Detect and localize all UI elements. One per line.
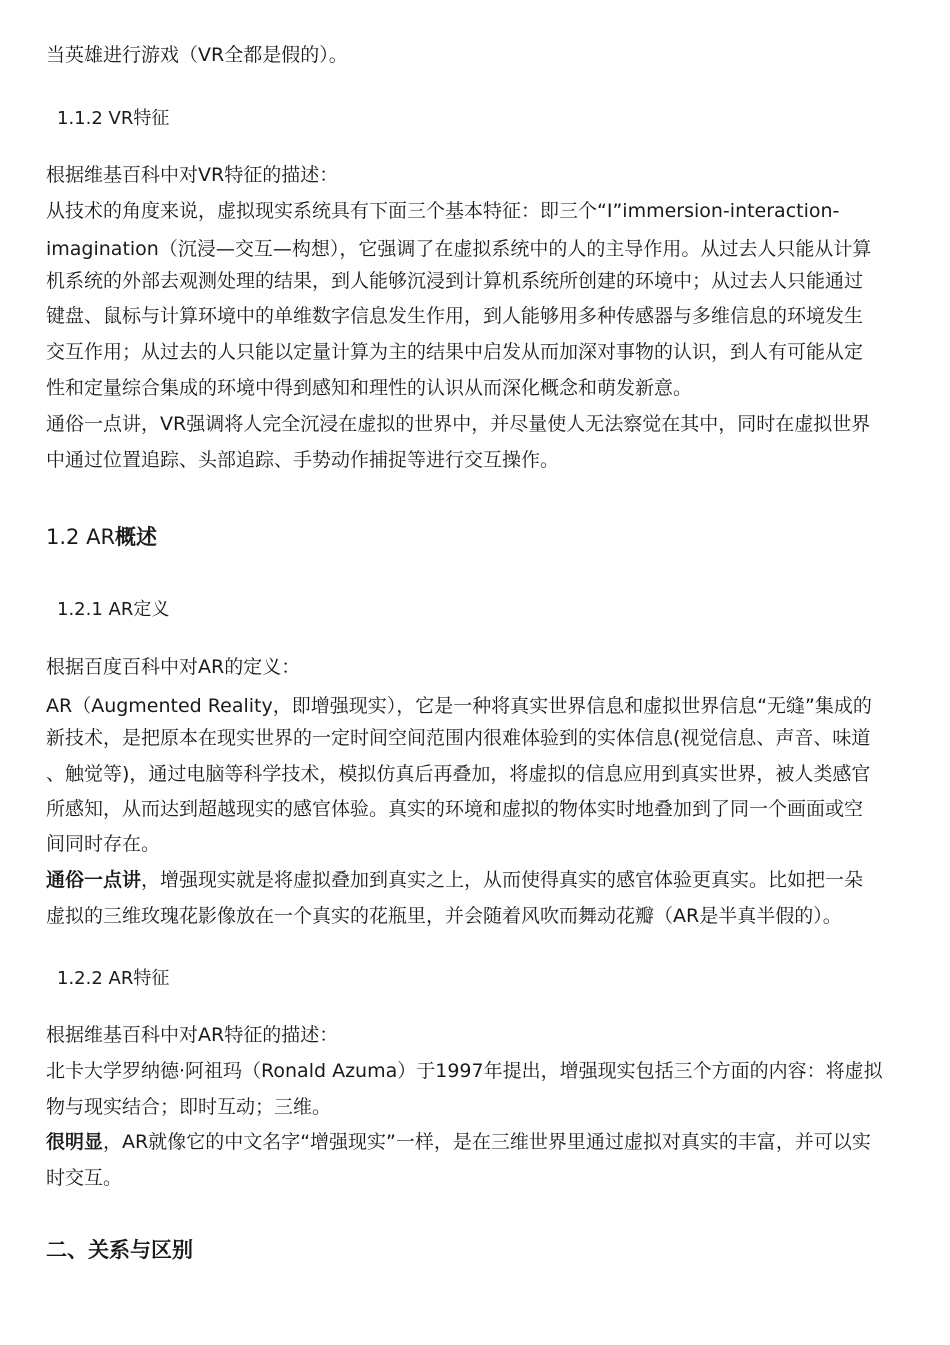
ar-definition-line-2: 新技术，是把原本在现实世界的一定时间空间范围内很难体验到的实体信息(视觉信息、声音、味道 <box>46 727 871 749</box>
vr-features-line-4: 键盘、鼠标与计算环境中的单维数字信息发生作用，到人能够用多种传感器与多维信息的环境发生 <box>46 305 864 327</box>
ar-features-line-1: 北卡大学罗纳德·阿祖玛（Ronald Azuma）于1997年提出，增强现实包括三个方面的内容：将虚拟 <box>46 1060 883 1082</box>
ar-features-line-2: 物与现实结合；即时互动；三维。 <box>46 1096 332 1118</box>
vr-plain-line-2: 中通过位置追踪、头部追踪、手势动作捕捉等进行交互操作。 <box>46 449 560 471</box>
vr-features-heading: 1.1.2 VR特征 <box>57 108 170 129</box>
vr-features-line-1: 从技术的角度来说，虚拟现实系统具有下面三个基本特征：即三个“I”immersion-interaction- <box>46 200 840 222</box>
ar-definition-line-4: 所感知，从而达到超越现实的感官体验。真实的环境和虚拟的物体实时地叠加到了同一个画面或空 <box>46 798 864 820</box>
section-2-heading: 二、关系与区别 <box>46 1238 193 1262</box>
vr-features-source: 根据维基百科中对VR特征的描述： <box>46 164 339 186</box>
ar-definition-source: 根据百度百科中对AR的定义： <box>46 656 301 678</box>
vr-features-line-6: 性和定量综合集成的环境中得到感知和理性的认识从而深化概念和萌发新意。 <box>46 377 693 399</box>
ar-plain-text: ，增强现实就是将虚拟叠加到真实之上，从而使得真实的感官体验更真实。比如把一朵 <box>141 869 864 891</box>
vr-features-line-5: 交互作用；从过去的人只能以定量计算为主的结果中启发从而加深对事物的认识，到人有可能从定 <box>46 341 864 363</box>
vr-features-line-3: 机系统的外部去观测处理的结果，到人能够沉浸到计算机系统所创建的环境中；从过去人只能通过 <box>46 270 864 292</box>
ar-plain-bold-label: 通俗一点讲 <box>46 869 142 891</box>
ar-obvious-line-1 <box>46 1124 871 1160</box>
ar-obvious-line-2: 时交互。 <box>46 1167 123 1189</box>
ar-overview-heading <box>46 519 157 555</box>
ar-features-source: 根据维基百科中对AR特征的描述： <box>46 1024 339 1046</box>
ar-definition-heading: 1.2.1 AR定义 <box>57 599 170 620</box>
ar-obvious-bold-label: 很明显 <box>46 1131 104 1153</box>
ar-plain-line-1 <box>46 862 863 898</box>
ar-overview-heading-bold: 概述 <box>115 525 158 549</box>
ar-definition-line-1: AR（Augmented Reality，即增强现实），它是一种将真实世界信息和虚拟世界信息“无缝”集成的 <box>46 695 872 717</box>
ar-definition-line-5: 间同时存在。 <box>46 833 161 855</box>
ar-overview-heading-prefix: 1.2 AR <box>46 525 116 549</box>
ar-plain-line-2: 虚拟的三维玫瑰花影像放在一个真实的花瓶里，并会随着风吹而舞动花瓣（AR是半真半假的）。 <box>46 905 842 927</box>
vr-features-line-2: imagination（沉浸—交互—构想），它强调了在虚拟系统中的人的主导作用。从过去人只能从计算 <box>46 238 872 260</box>
ar-definition-line-3: 、触觉等)，通过电脑等科学技术，模拟仿真后再叠加，将虚拟的信息应用到真实世界，被人类感官 <box>46 763 871 785</box>
ar-obvious-text: ，AR就像它的中文名字“增强现实”一样，是在三维世界里通过虚拟对真实的丰富，并可以实 <box>103 1131 871 1153</box>
ar-features-heading: 1.2.2 AR特征 <box>57 968 170 989</box>
vr-plain-line-1: 通俗一点讲，VR强调将人完全沉浸在虚拟的世界中，并尽量使人无法察觉在其中，同时在虚拟世界 <box>46 413 871 435</box>
intro-tail-text: 当英雄进行游戏（VR全都是假的）。 <box>46 44 348 66</box>
